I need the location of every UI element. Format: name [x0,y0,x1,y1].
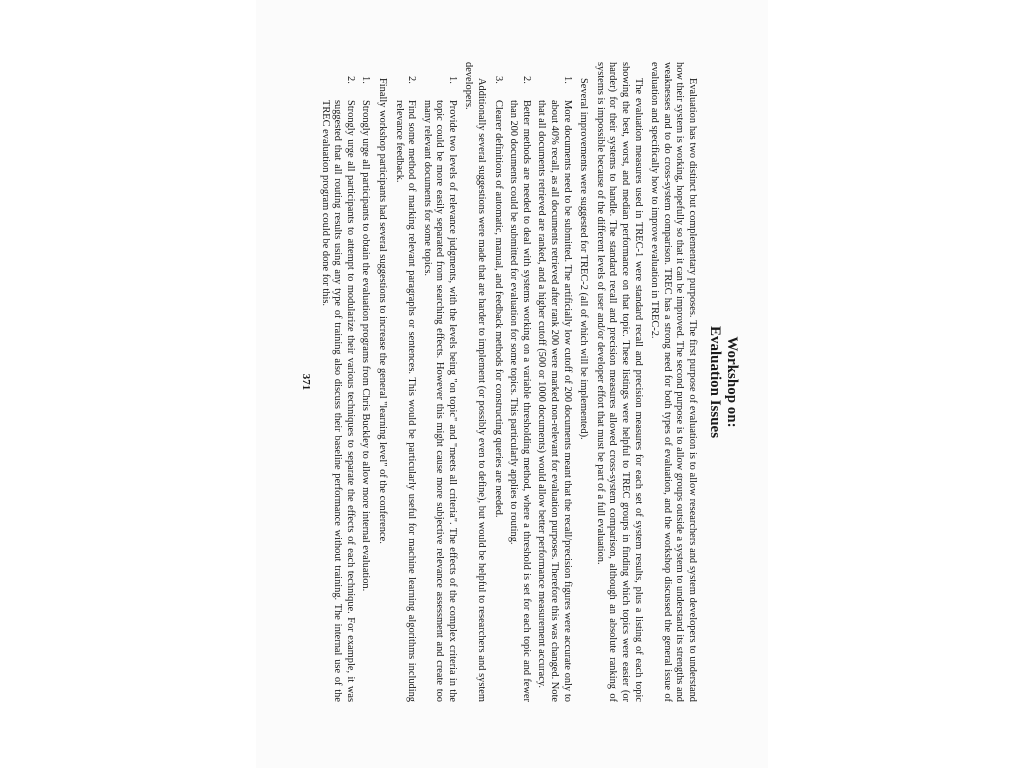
item-number: 2. [344,76,356,84]
list-item [420,62,458,702]
item-number: 3. [492,76,504,84]
item-text: Provide two levels of relevance judgments, with the levels being "on topic" and "meets all criteria". The effects of the complex criteria in the topic could be more easily separated from searching effects. However this might cause more subjective relevance assessment and create too many relevant documents for some topics. [421,100,458,702]
improvements-list [491,62,573,702]
paragraph-additional: Additionally several suggestions were made that are harder to implement (or possibly even to define), but would be helpful to researchers and system developers. [463,62,488,702]
item-text: Better methods are needed to deal with systems working on a variable thresholding method, where a threshold is set for each topic and fewer than 200 documents could be submitted for evaluation for some topics. This particularly applies to routing. [508,100,532,702]
item-text: Strongly urge all participants to obtain the evaluation programs from Chris Buckley to allow more internal evaluation. [360,100,372,592]
page-number: 371 [300,373,312,391]
rotated-document-page [300,62,740,702]
list-item [491,62,504,702]
paragraph-final: Finally workshop participants had several suggestions to increase the general "learning level" of the conference. [376,78,388,544]
paragraph-measures: The evaluation measures used in TREC-1 were standard recall and precision measures for each set of system results, plus a listing of each topic showing the best, worst, and median performance on that topic. These listings were helpful to TREC groups in finding which topics were easier (or harder) for their systems to handle. The standard recall and precision measures allowed cross-system comparison, although an absolute ranking of systems is impossible because of the different levels of user and/or developer effort that must be part of a full evaluation. [594,62,644,702]
paragraph-purposes: Evaluation has two distinct but complementary purposes. The first purpose of evaluation is to allow researchers and system developers to understand how their system is working, hopefully so that it can be improved. The second purpose is to allow groups outside a system to understand its strengths and weaknesses and to do cross-system comparison. TREC has a strong need for both types of evaluation, and the workshop discussed the general issue of evaluation and specifically how to improve evaluation in TREC-2. [649,62,698,702]
title-line-2: Evaluation Issues [707,325,723,439]
item-number: 2. [406,76,418,84]
item-text: Find some method of marking relevant paragraphs or sentences. This would be particularly useful for machine learning algorithms including relevance feedback. [393,100,418,702]
item-text: Clearer definitions of automatic, manual, and feedback methods for constructing queries are needed. [492,100,504,518]
list-item [318,62,356,702]
item-text: More documents need to be submitted. The artificially low cutoff of 200 documents meant that the recall/precision figures were accurate only to about 40% recall, as all documents retrieved after rank 200 were marked non-relevant for evaluation purposes. Therefore this was changed. Note that all documents retrieved are ranked, and a higher cutoff (500 or 1000 documents) would allow better performance measurement accuracy. [536,100,573,702]
list-item [359,62,372,702]
item-text: Strongly urge all participants to attempt to modularize their various techniques to separate the effects of each technique. For example, it was suggested that all routing results using any type of training also discuss their baseline performance without training. The internal use of the TREC evaluation program could be done for this. [319,100,356,702]
list-item [392,62,417,702]
list-item [535,62,573,702]
document-title [706,62,740,702]
paragraph-improvements-intro: Several improvements were suggested for TREC-2 (all of which will be implemented). [578,78,590,440]
list-item [507,62,532,702]
learning-list [318,62,371,702]
suggestions-list [392,62,458,702]
item-number: 1. [360,76,372,84]
title-line-1: Workshop on: [724,336,740,428]
item-number: 1. [446,76,458,84]
item-number: 2. [520,76,532,84]
item-number: 1. [561,76,573,84]
